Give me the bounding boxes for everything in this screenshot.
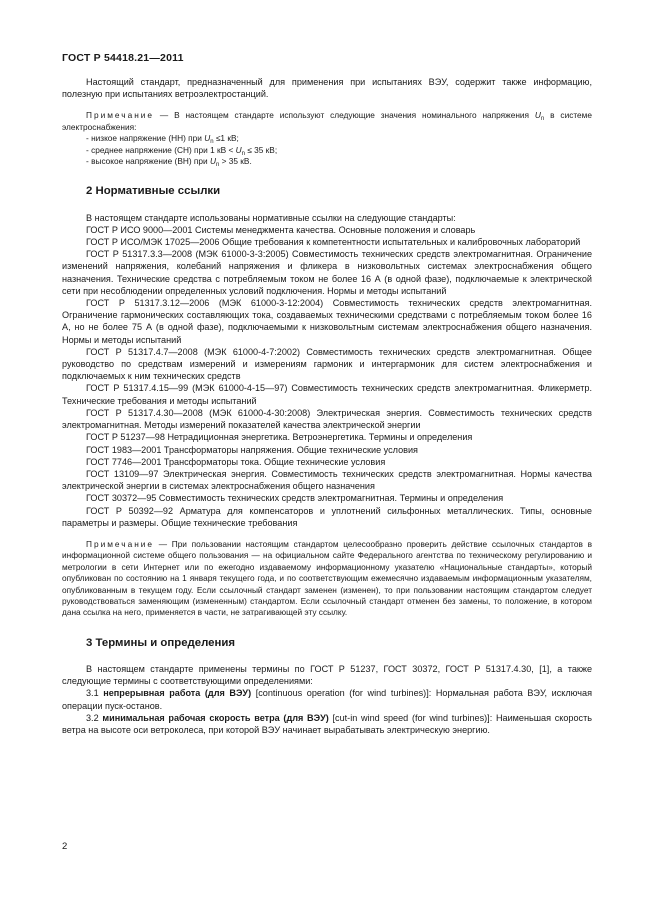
term-number: 3.2	[86, 712, 103, 723]
term-name: непрерывная работа (для ВЭУ)	[103, 688, 252, 699]
term-definition: [continuous operation (for wind turbines)]: Нормальная работа ВЭУ, исключая операции пуск-останов.	[62, 688, 592, 711]
reference-item: ГОСТ Р 51317.4.30—2008 (МЭК 61000-4-30:2008) Электрическая энергия. Совместимость технических средств электромагнитная. Методы измерений показателей качества электрической энергии	[62, 407, 592, 431]
reference-item: ГОСТ 7746—2001 Трансформаторы тока. Общие технические условия	[86, 456, 386, 467]
voltage-item: - высокое напряжение (ВН) при $U_n > 35$ кВ.	[86, 156, 252, 169]
page-number: 2	[62, 841, 68, 852]
term-number: 3.1	[86, 688, 104, 699]
intro-paragraph: Настоящий стандарт, предназначенный для применения при испытаниях ВЭУ, содержит также информацию, полезную при испытаниях ветроэлектростанций.	[62, 77, 592, 100]
voltage-subscript: n	[540, 116, 545, 123]
note-text: — В настоящем стандарте используют следующие значения номинального напряжения	[154, 110, 535, 121]
voltage-symbol: U	[534, 110, 541, 121]
reference-list	[62, 224, 592, 529]
note-label: Примечание	[86, 110, 155, 121]
voltage-list	[62, 133, 592, 167]
reference-item: ГОСТ Р ИСО/МЭК 17025—2006 Общие требования к компетентности испытательных и калибровочных лабораторий	[86, 237, 581, 248]
reference-item: ГОСТ Р 51317.4.7—2008 (МЭК 61000-4-7:2002) Совместимость технических средств электромагнитная. Общее руководство по средствам измерений и измерениям гармоник и интергармоник для систем электроснабжения и подключаемых к ним технических средств	[62, 346, 592, 382]
standard-designation: ГОСТ Р 54418.21—2011	[62, 52, 184, 64]
term-definition: [cut-in wind speed (for wind turbines)]: Наименьшая скорость ветра на высоте оси ветроколеса, при которой ВЭУ начинает вырабатывать электрическую энергию.	[62, 712, 592, 735]
section-2-heading: 2 Нормативные ссылки	[86, 185, 221, 198]
note-text: в системе электроснабжения:	[62, 110, 592, 132]
reference-item: ГОСТ Р ИСО 9000—2001 Системы менеджмента качества. Основные положения и словарь	[86, 224, 476, 235]
section-3-lead: В настоящем стандарте применены термины по ГОСТ Р 51237, ГОСТ 30372, ГОСТ Р 51317.4.30, [1], а также следующие термины с соответствующими определениями:	[62, 663, 592, 687]
page-content	[62, 76, 592, 736]
reference-item: ГОСТ 30372—95 Совместимость технических средств электромагнитная. Термины и определения	[86, 493, 504, 504]
term-entry	[62, 712, 592, 736]
note-label: Примечание	[86, 538, 155, 549]
section-3-heading: 3 Термины и определения	[86, 636, 236, 649]
reference-item: ГОСТ Р 51237—98 Нетрадиционная энергетика. Ветроэнергетика. Термины и определения	[86, 432, 473, 443]
note-text: — При пользовании настоящим стандартом целесообразно проверить действие ссылочных стандартов в информационной системе общего пользования — на официальном сайте Федерального агентства по техническому регулированию и метрологии в сети Интернет или по ежегодно издаваемому информационному указателю «Национальные стандарты», который опубликован по состоянию на 1 января текущего года, и по соответствующим ежемесячно издаваемым информационным указателям, опубликованным в текущем году. Если ссылочный стандарт заменен (изменен), то при пользовании настоящим стандартом следует руководствоваться заменяющим (измененным) стандартом. Если ссылочный стандарт отменен без замены, то положение, в котором дана ссылка на него, применяется в части, не затрагивающей эту ссылку.	[62, 538, 592, 618]
reference-item: ГОСТ Р 51317.3.3—2008 (МЭК 61000-3-3:2005) Совместимость технических средств электромагнитная. Ограничение изменений напряжения, колебаний напряжения и фликера в низковольтных системах электроснабжения общего назначения. Технические средства с потребляемым током не более 16 А (в одной фазе), подключаемые к электрической сети при несоблюдении определенных условий подключения. Нормы и методы испытаний	[62, 249, 592, 296]
section-2-note	[62, 539, 592, 619]
reference-item: ГОСТ Р 51317.4.15—99 (МЭК 61000-4-15—97) Совместимость технических средств электромагнитная. Фликерметр. Технические требования и методы испытаний	[62, 383, 592, 406]
term-name: минимальная рабочая скорость ветра (для ВЭУ)	[102, 712, 329, 723]
reference-item: ГОСТ 1983—2001 Трансформаторы напряжения. Общие технические условия	[86, 444, 418, 455]
voltage-item: - среднее напряжение (СН) при 1 кВ < $U_n \le 35$ кВ;	[86, 144, 278, 157]
voltage-item: - низкое напряжение (НН) при $U_n \le 1$ кВ;	[86, 133, 239, 146]
reference-item: ГОСТ 13109—97 Электрическая энергия. Совместимость технических средств электромагнитная. Нормы качества электрической энергии в системах электроснабжения общего назначения	[62, 468, 592, 492]
term-entry	[62, 687, 592, 711]
section-2-lead: В настоящем стандарте использованы нормативные ссылки на следующие стандарты:	[86, 212, 456, 223]
reference-item: ГОСТ Р 51317.3.12—2006 (МЭК 61000-3-12:2004) Совместимость технических средств электромагнитная. Ограничение гармонических составляющих тока, создаваемых техническими средствами с потребляемым током более 16 А, но не более 75 А (в одной фазе), подключаемыми к низковольтным системам электроснабжения общего назначения. Нормы и методы испытаний	[62, 298, 592, 345]
intro-note	[62, 110, 592, 133]
reference-item: ГОСТ Р 50392—92 Арматура для компенсаторов и уплотнений сильфонных металлических. Типы, основные параметры и размеры. Общие технические требования	[62, 505, 592, 528]
